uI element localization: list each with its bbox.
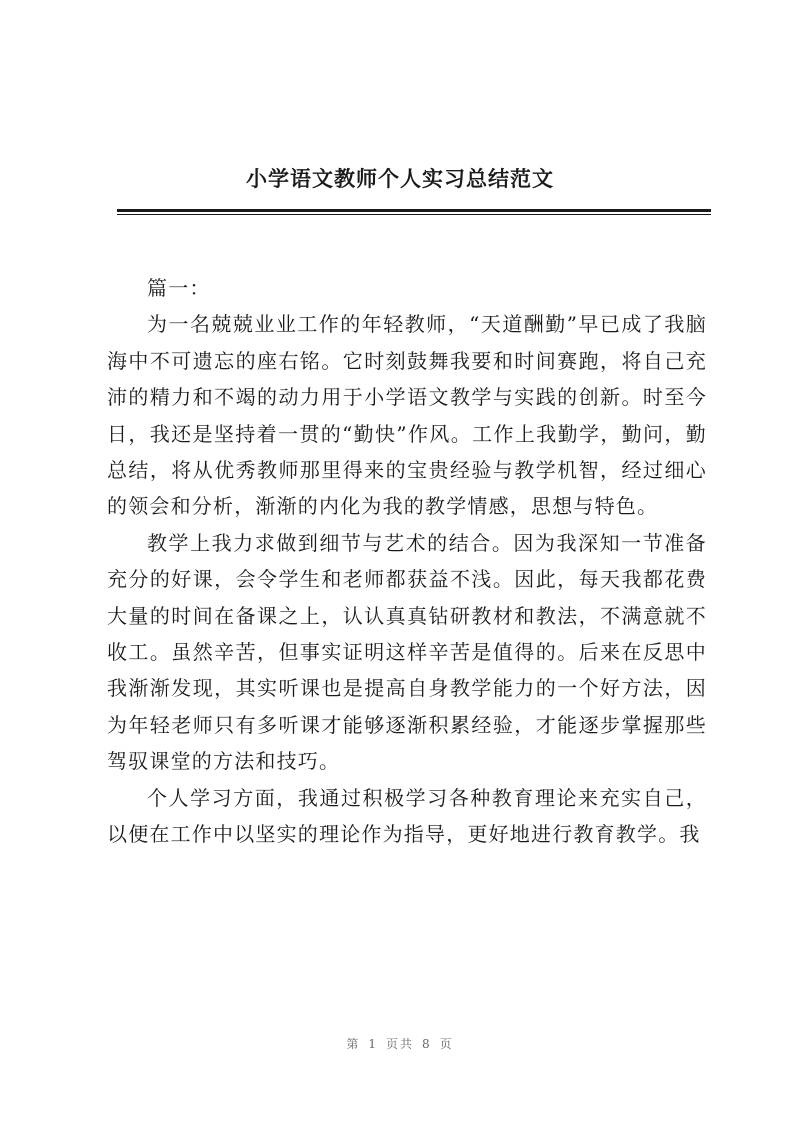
title-underline-thin [117, 214, 711, 215]
footer-current-page: 1 [368, 1037, 378, 1051]
paragraph: 个人学习方面，我通过积极学习各种教育理论来充实自己，以便在工作中以坚实的理论作为指导，更好地进行教育教学。我 [107, 785, 707, 847]
paragraph: 为一名兢兢业业工作的年轻教师，“天道酬勤”早已成了我脑海中不可遗忘的座右铭。它时刻鼓舞我要和时间赛跑，将自己充沛的精力和不竭的动力用于小学语文教学与实践的创新。时至今日，我还是坚持着一贯的“勤快”作风。工作上我勤学，勤问，勤总结，将从优秀教师那里得来的宝贵经验与教学机智，经过细心的领会和分析，渐渐的内化为我的教学情感，思想与特色。 [107, 312, 707, 519]
footer-total-pages: 8 [422, 1037, 432, 1051]
footer-suffix: 页 [439, 1037, 454, 1051]
footer-middle: 页共 [385, 1037, 414, 1051]
footer-prefix: 第 [346, 1037, 361, 1051]
page-footer [0, 1035, 800, 1052]
document-body [107, 270, 707, 853]
section-heading: 篇一： [147, 276, 211, 300]
title-underline-thick [117, 209, 711, 212]
document-title: 小学语文教师个人实习总结范文 [246, 166, 554, 191]
paragraph: 教学上我力求做到细节与艺术的结合。因为我深知一节准备充分的好课，会令学生和老师都获益不浅。因此，每天我都花费大量的时间在备课之上，认认真真钻研教材和教法，不满意就不收工。虽然辛苦，但事实证明这样辛苦是值得的。后来在反思中我渐渐发现，其实听课也是提高自身教学能力的一个好方法，因为年轻老师只有多听课才能够逐渐积累经验，才能逐步掌握那些驾驭课堂的方法和技巧。 [107, 530, 707, 774]
